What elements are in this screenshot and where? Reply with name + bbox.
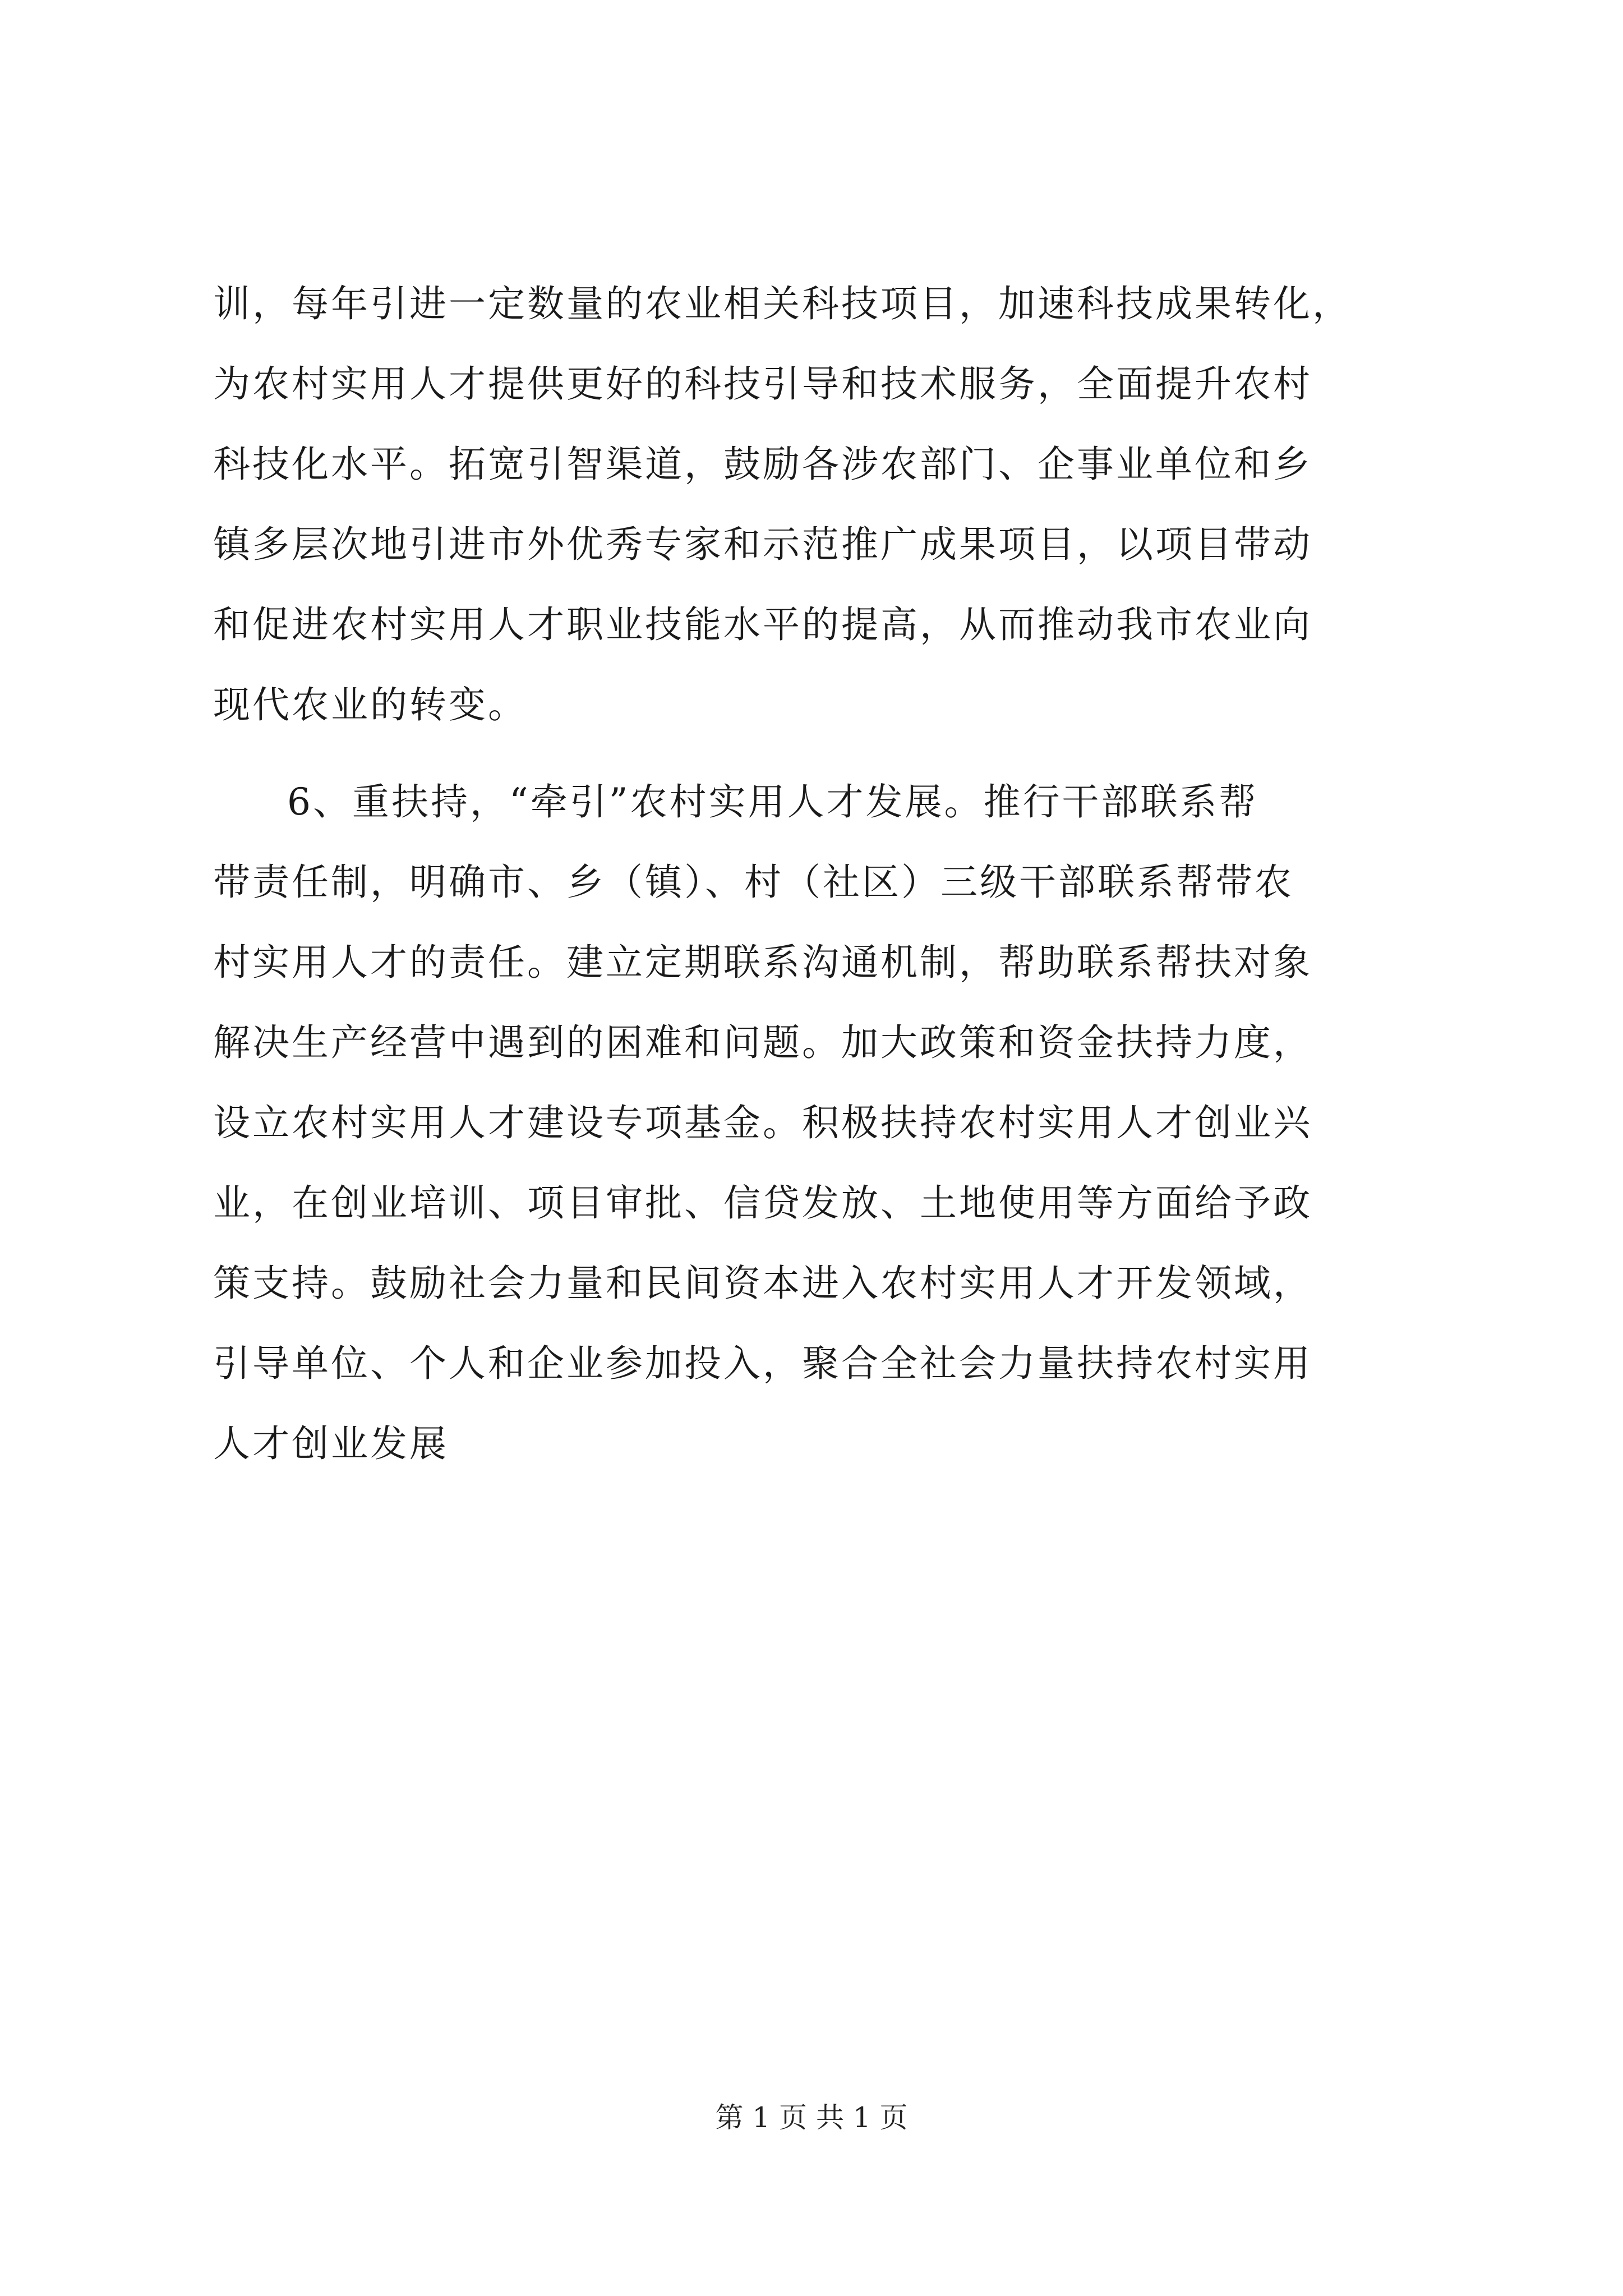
text-line: 业，在创业培训、项目审批、信贷发放、土地使用等方面给予政 <box>213 1181 1312 1225</box>
page-footer <box>0 2101 1623 2134</box>
paragraph-spacer <box>213 745 1419 762</box>
paragraph-2 <box>213 762 1419 1484</box>
text-line: 现代农业的转变。 <box>213 683 527 726</box>
text-line: 带责任制，明确市、乡（镇）、村（社区）三级干部联系帮带农 <box>213 861 1294 904</box>
paragraph-1 <box>213 264 1419 745</box>
text-line: 科技化水平。拓宽引智渠道，鼓励各涉农部门、企事业单位和乡 <box>213 443 1312 486</box>
text-line: 为农村实用人才提供更好的科技引导和技术服务，全面提升农村 <box>213 362 1312 406</box>
text-line: 镇多层次地引进市外优秀专家和示范推广成果项目，以项目带动 <box>213 523 1312 566</box>
text-line: 人才创业发展 <box>213 1422 449 1465</box>
text-line: 设立农村实用人才建设专项基金。积极扶持农村实用人才创业兴 <box>213 1101 1312 1144</box>
text-line: 训，每年引进一定数量的农业相关科技项目，加速科技成果转化， <box>213 282 1352 325</box>
page-number: 第 1 页 共 1 页 <box>715 2101 908 2134</box>
text-line: 和促进农村实用人才职业技能水平的提高，从而推动我市农业向 <box>213 603 1312 646</box>
text-line: 引导单位、个人和企业参加投入，聚合全社会力量扶持农村实用 <box>213 1342 1312 1385</box>
text-line: 6、重扶持，“牵引”农村实用人才发展。推行干部联系帮 <box>287 780 1258 823</box>
text-line: 解决生产经营中遇到的困难和问题。加大政策和资金扶持力度， <box>213 1021 1312 1064</box>
text-line: 村实用人才的责任。建立定期联系沟通机制，帮助联系帮扶对象 <box>213 941 1312 984</box>
text-line: 策支持。鼓励社会力量和民间资本进入农村实用人才开发领域， <box>213 1262 1312 1305</box>
document-body <box>213 264 1419 1484</box>
